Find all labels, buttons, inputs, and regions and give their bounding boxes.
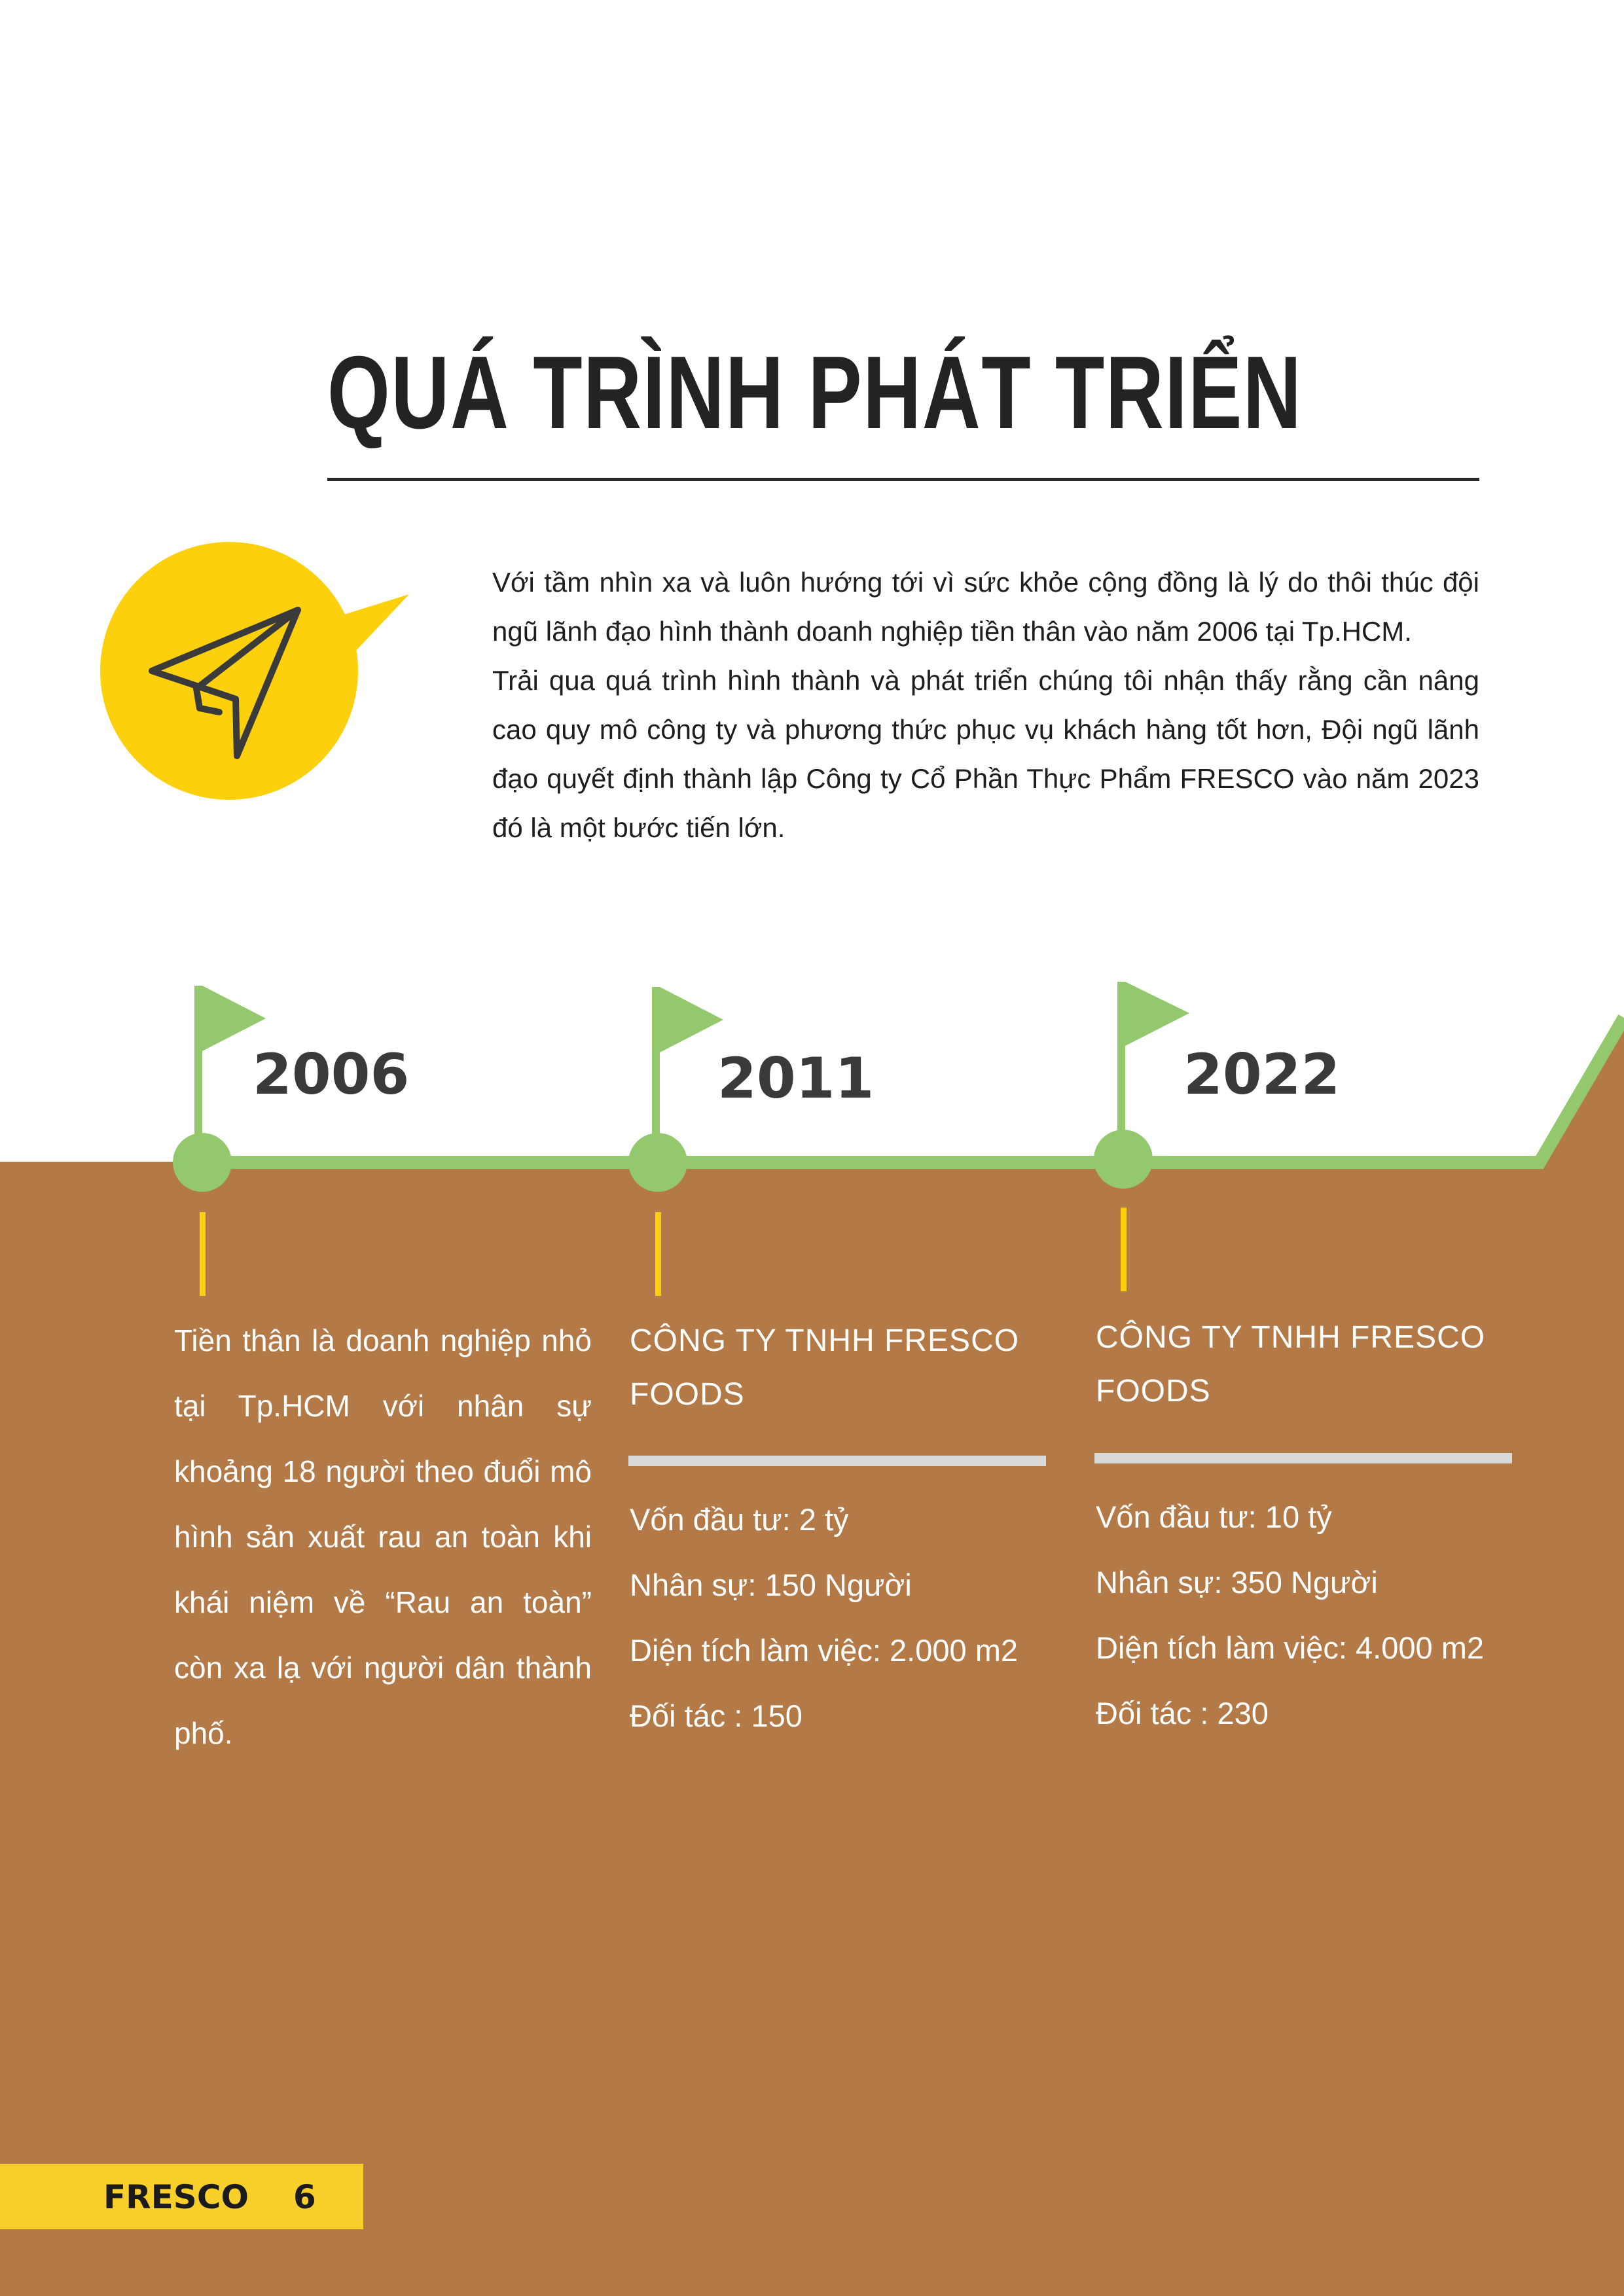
page-title: QUÁ TRÌNH PHÁT TRIỂN bbox=[327, 335, 1303, 450]
milestone-2022-company: CÔNG TY TNHH FRESCO FOODS bbox=[1096, 1320, 1486, 1408]
stat-staff: Nhân sự: 350 Người bbox=[1096, 1565, 1378, 1600]
tick-2006 bbox=[200, 1212, 206, 1296]
milestone-2011-divider bbox=[628, 1456, 1046, 1466]
year-2006: 2006 bbox=[253, 1042, 410, 1107]
paper-plane-bubble bbox=[92, 537, 419, 812]
timeline-graphic bbox=[0, 969, 1624, 1309]
timeline-node-2011 bbox=[628, 1133, 687, 1192]
stat-staff: Nhân sự: 150 Người bbox=[630, 1568, 912, 1602]
title-divider bbox=[327, 478, 1479, 481]
intro-paragraph-2: Trải qua quá trình hình thành và phát triển chúng tôi nhận thấy rằng cần nâng cao quy mô công ty và phương thức phục vụ khách hàng tốt hơn, Đội ngũ lãnh đạo quyết định thành lập Công ty Cổ Phần Thực Phẩm FRESCO vào năm 2023 đó là một bước tiến lớn. bbox=[492, 665, 1479, 843]
page-number: 6 bbox=[293, 2178, 316, 2216]
milestone-2022-divider bbox=[1094, 1453, 1512, 1463]
footer-brand: FRESCO bbox=[103, 2178, 249, 2216]
stat-investment: Vốn đầu tư: 2 tỷ bbox=[630, 1502, 849, 1537]
tick-2022 bbox=[1121, 1208, 1127, 1291]
year-2011: 2011 bbox=[717, 1046, 875, 1111]
stat-partners: Đối tác : 150 bbox=[630, 1698, 803, 1733]
tick-2011 bbox=[655, 1212, 661, 1296]
milestone-2011-company: CÔNG TY TNHH FRESCO FOODS bbox=[630, 1323, 1020, 1412]
stat-partners: Đối tác : 230 bbox=[1096, 1696, 1269, 1731]
milestone-2022-stats bbox=[1096, 1484, 1484, 1746]
stat-area: Diện tích làm việc: 4.000 m2 bbox=[1096, 1630, 1484, 1665]
milestone-2011-stats bbox=[630, 1487, 1018, 1749]
timeline-node-2006 bbox=[173, 1133, 232, 1192]
intro-paragraph-1: Với tầm nhìn xa và luôn hướng tới vì sức khỏe cộng đồng là lý do thôi thúc đội ngũ lãnh đạo hình thành doanh nghiệp tiền thân vào năm 2006 tại Tp.HCM. bbox=[492, 567, 1479, 647]
year-2022: 2022 bbox=[1183, 1042, 1341, 1107]
milestone-2006-description: Tiền thân là doanh nghiệp nhỏ tại Tp.HCM với nhân sự khoảng 18 người theo đuổi mô hình sản xuất rau an toàn khi khái niệm về “Rau an toàn” còn xa lạ với người dân thành phố. bbox=[174, 1323, 592, 1750]
timeline-node-2022 bbox=[1094, 1130, 1153, 1189]
stat-area: Diện tích làm việc: 2.000 m2 bbox=[630, 1633, 1018, 1668]
stat-investment: Vốn đầu tư: 10 tỷ bbox=[1096, 1499, 1332, 1534]
intro-text bbox=[492, 558, 1479, 852]
